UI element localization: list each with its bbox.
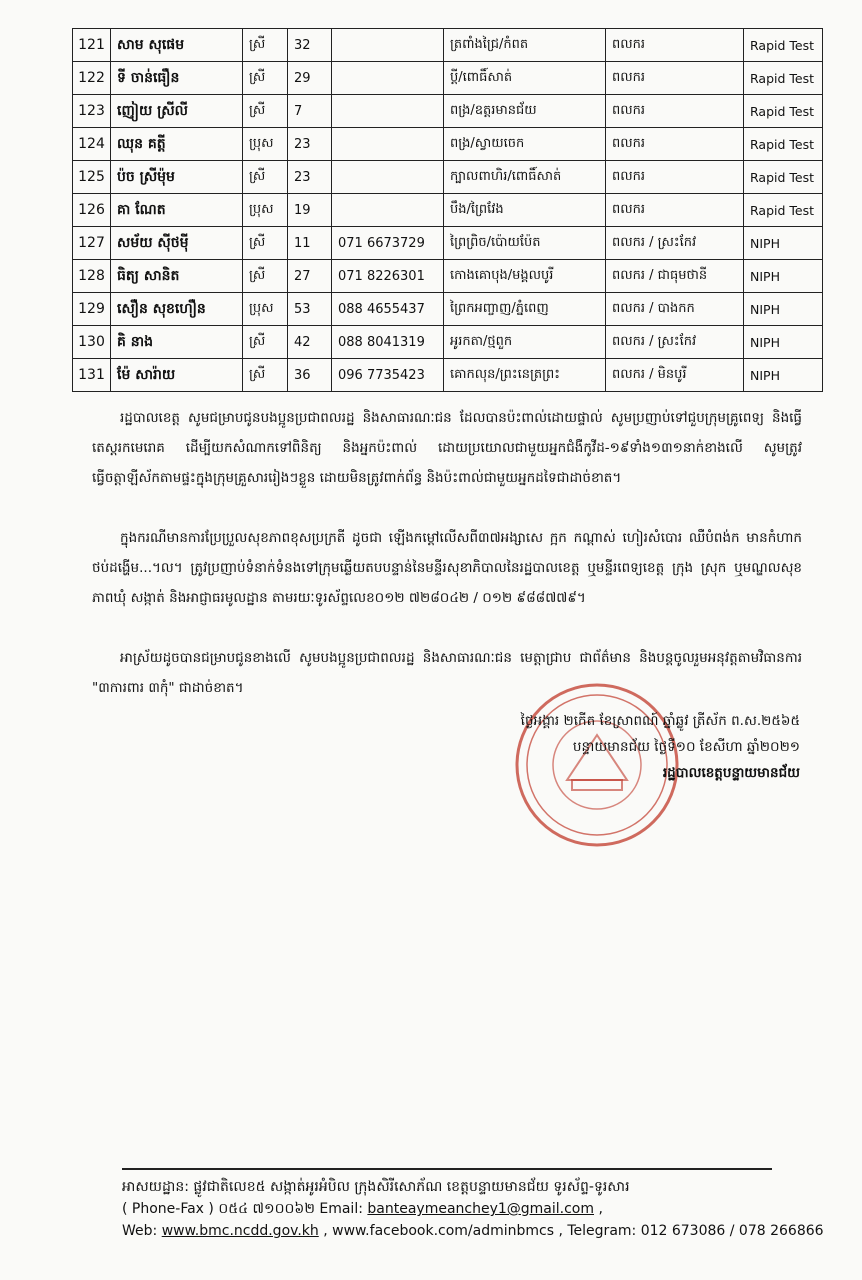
table-row [73, 95, 823, 128]
cell-no: 122 [73, 62, 111, 95]
cell-phone [332, 194, 444, 227]
cell-sex: ស្រី [243, 260, 288, 293]
cell-name: ប៉ច ស្រីម៉ុម [111, 161, 243, 194]
cell-test: Rapid Test [744, 161, 823, 194]
paragraph-3: អាស្រ័យដូចបានជម្រាបជូនខាងលើ សូមបងប្អូនប្រជាពលរដ្ឋ និងសាធារណៈជន មេត្តាជ្រាប ជាព័ត៌មាន និងបន្តចូលរួមអនុវត្តតាមវិធានការ "៣ការពារ ៣កុំ" ជាដាច់ខាត។ [92, 650, 802, 696]
cell-age: 32 [288, 29, 332, 62]
cell-age: 23 [288, 161, 332, 194]
cell-job: ពលករ [606, 194, 744, 227]
cell-phone: 088 4655437 [332, 293, 444, 326]
cell-age: 7 [288, 95, 332, 128]
cell-test: NIPH [744, 326, 823, 359]
cell-no: 130 [73, 326, 111, 359]
cell-phone: 071 8226301 [332, 260, 444, 293]
cell-test: NIPH [744, 260, 823, 293]
cell-job: ពលករ [606, 128, 744, 161]
paragraph-2: ក្នុងករណីមានការប្រែប្រួលសុខភាពខុសប្រក្រតី ដូចជា ឡើងកម្តៅលើសពី៣៧អង្សាសេ ក្អក កណ្តាស់ ហៀរសំបោរ ឈឺបំពង់ក មានកំហាក ថប់ដង្ហើម...។ល។ ត្រូវប្រញាប់ទំនាក់ទំនងទៅក្រុមឆ្លើយតបបន្ទាន់នៃមន្ទីរសុខាភិបាលនៃរដ្ឋបាលខេត្ត ឬមន្ទីរពេទ្យខេត្ត ក្រុង ស្រុក ឬមណ្ឌលសុខភាពឃុំ សង្កាត់ និងអាជ្ញាធរមូលដ្ឋាន តាមរយៈទូរស័ព្ទលេខ០១២ ៧២៨០៤២ / ០១២ ៩៨៨៧៧៩។ [92, 530, 802, 606]
cell-test: Rapid Test [744, 194, 823, 227]
cell-phone [332, 29, 444, 62]
footer-address: អាសយដ្ឋាន: ផ្លូវជាតិលេខ៥ សង្កាត់អូរអំបិល ក្រុងសិរីសោភ័ណ ខេត្តបន្ទាយមានជ័យ ទូរស័ព្ទ-ទូរសារ [122, 1179, 630, 1195]
cell-addr: គោកលុន/ព្រះនេត្រព្រះ [444, 359, 606, 392]
cell-sex: ស្រី [243, 161, 288, 194]
cell-age: 11 [288, 227, 332, 260]
cell-no: 127 [73, 227, 111, 260]
cell-addr: បឹង/ព្រៃវែង [444, 194, 606, 227]
cell-no: 123 [73, 95, 111, 128]
cell-no: 125 [73, 161, 111, 194]
footer-facebook: , www.facebook.com/adminbmcs [323, 1223, 555, 1239]
cell-test: NIPH [744, 359, 823, 392]
table-row [73, 227, 823, 260]
cell-addr: ពង្រ/ឧត្តរមានជ័យ [444, 95, 606, 128]
cell-age: 36 [288, 359, 332, 392]
cell-test: Rapid Test [744, 62, 823, 95]
cell-name: ទី ចាន់ធឿន [111, 62, 243, 95]
cell-name: សម័យ ស៊ីថម៉ី [111, 227, 243, 260]
cell-name: ម៉ែ សារ៉ាយ [111, 359, 243, 392]
table-row [73, 161, 823, 194]
cell-no: 126 [73, 194, 111, 227]
cell-name: ធិត្យ សានិត [111, 260, 243, 293]
cell-phone [332, 161, 444, 194]
cell-sex: ស្រី [243, 227, 288, 260]
cell-addr: ព្រៃព្រិច/ប៉ោយប៉ែត [444, 227, 606, 260]
cell-job: ពលករ / ស្រះកែវ [606, 227, 744, 260]
table-row [73, 293, 823, 326]
table-row [73, 29, 823, 62]
footer-web-label: Web: [122, 1223, 158, 1239]
cell-job: ពលករ / ជាធុមថានី [606, 260, 744, 293]
cell-sex: ស្រី [243, 62, 288, 95]
cell-test: NIPH [744, 293, 823, 326]
cell-age: 53 [288, 293, 332, 326]
cell-sex: ប្រុស [243, 194, 288, 227]
cell-addr: អូរកតា/ថ្មពួក [444, 326, 606, 359]
footer-divider [122, 1168, 772, 1170]
cell-phone [332, 62, 444, 95]
footer-web [122, 1220, 824, 1242]
cell-addr: ក្បាលពាហិរ/ពោធិ៍សាត់ [444, 161, 606, 194]
cell-job: ពលករ [606, 95, 744, 128]
table-row [73, 326, 823, 359]
cell-age: 42 [288, 326, 332, 359]
cell-name: គា ណែត [111, 194, 243, 227]
cell-phone: 088 8041319 [332, 326, 444, 359]
table-row [73, 194, 823, 227]
cell-name: សឿន សុខហឿន [111, 293, 243, 326]
cell-sex: ប្រុស [243, 293, 288, 326]
table-row [73, 128, 823, 161]
cell-name: ញៀយ ស្រីលី [111, 95, 243, 128]
signature-block [380, 708, 800, 786]
cell-test: NIPH [744, 227, 823, 260]
table-row [73, 359, 823, 392]
cell-job: ពលករ [606, 29, 744, 62]
cell-test: Rapid Test [744, 29, 823, 62]
lunar-date: ថ្ងៃអង្គារ ២កើត ខែស្រាពណ៍ ឆ្នាំឆ្លូវ ត្រីស័ក ព.ស.២៥៦៥ [520, 713, 800, 729]
table-row [73, 62, 823, 95]
cell-addr: ប្តី/ពោធិ៍សាត់ [444, 62, 606, 95]
cell-job: ពលករ [606, 62, 744, 95]
footer-email-tail: , [598, 1201, 603, 1217]
cell-sex: ស្រី [243, 29, 288, 62]
cell-name: សាម សុផេម [111, 29, 243, 62]
cell-job: ពលករ / មិនបូរី [606, 359, 744, 392]
cell-phone [332, 95, 444, 128]
cell-name: ឈុន គត្តី [111, 128, 243, 161]
cell-no: 124 [73, 128, 111, 161]
cell-age: 27 [288, 260, 332, 293]
cell-phone: 096 7735423 [332, 359, 444, 392]
footer-contact [122, 1198, 782, 1220]
cell-addr: ព្រៃកអញ្ចាញ/ភ្នំពេញ [444, 293, 606, 326]
cell-no: 131 [73, 359, 111, 392]
cases-table [72, 28, 823, 392]
cell-test: Rapid Test [744, 128, 823, 161]
cell-job: ពលករ / ស្រះកែវ [606, 326, 744, 359]
cell-sex: ស្រី [243, 359, 288, 392]
footer-email-link[interactable]: banteaymeanchey1@gmail.com [367, 1201, 595, 1217]
cell-job: ពលករ / បាងកក [606, 293, 744, 326]
cell-age: 23 [288, 128, 332, 161]
footer [122, 1176, 824, 1242]
cell-no: 121 [73, 29, 111, 62]
footer-phone: ( Phone-Fax ) ០៥៤ ៧១០០៦២ Email: [122, 1201, 363, 1217]
cell-age: 29 [288, 62, 332, 95]
cell-no: 129 [73, 293, 111, 326]
footer-telegram: , Telegram: 012 673086 / 078 266866 [558, 1223, 824, 1239]
paragraph-1: រដ្ឋបាលខេត្ត សូមជម្រាបជូនបងប្អូនប្រជាពលរដ្ឋ និងសាធារណៈជន ដែលបានប៉ះពាល់ដោយផ្ទាល់ សូមប្រញាប់ទៅជួបក្រុមគ្រូពេទ្យ និងធ្វើតេស្តរកមេរោគ ដើម្បីយកសំណាកទៅពិនិត្យ និងអ្នកប៉ះពាល់ ដោយប្រយោលជាមួយអ្នកជំងឺកូវីដ-១៩ទាំង១៣១នាក់ខាងលើ សូមត្រូវធ្វើចត្តាឡីស័កតាមផ្ទះក្នុងក្រុមគ្រួសាររៀងៗខ្លួន ដោយមិនត្រូវពាក់ព័ន្ធ និងប៉ះពាល់ជាមួយអ្នកដទៃជាដាច់ខាត។ [92, 410, 802, 486]
cell-name: គិ នាង [111, 326, 243, 359]
cell-addr: ពង្រ/ស្វាយចេក [444, 128, 606, 161]
signing-authority: រដ្ឋបាលខេត្តបន្ទាយមានជ័យ [662, 765, 800, 781]
cell-test: Rapid Test [744, 95, 823, 128]
cell-sex: ស្រី [243, 326, 288, 359]
cell-job: ពលករ [606, 161, 744, 194]
cell-addr: ត្រពាំងជ្រៃ/កំពត [444, 29, 606, 62]
cell-sex: ស្រី [243, 95, 288, 128]
cell-no: 128 [73, 260, 111, 293]
cell-phone: 071 6673729 [332, 227, 444, 260]
cell-addr: កោងគោបុង/មង្គលបូរី [444, 260, 606, 293]
cell-sex: ប្រុស [243, 128, 288, 161]
cell-phone [332, 128, 444, 161]
table-row [73, 260, 823, 293]
cell-age: 19 [288, 194, 332, 227]
cases-table-body [73, 29, 823, 392]
place-date: បន្ទាយមានជ័យ ថ្ងៃទី១០ ខែសីហា ឆ្នាំ២០២១ [572, 739, 800, 755]
footer-website-link[interactable]: www.bmc.ncdd.gov.kh [161, 1223, 319, 1239]
